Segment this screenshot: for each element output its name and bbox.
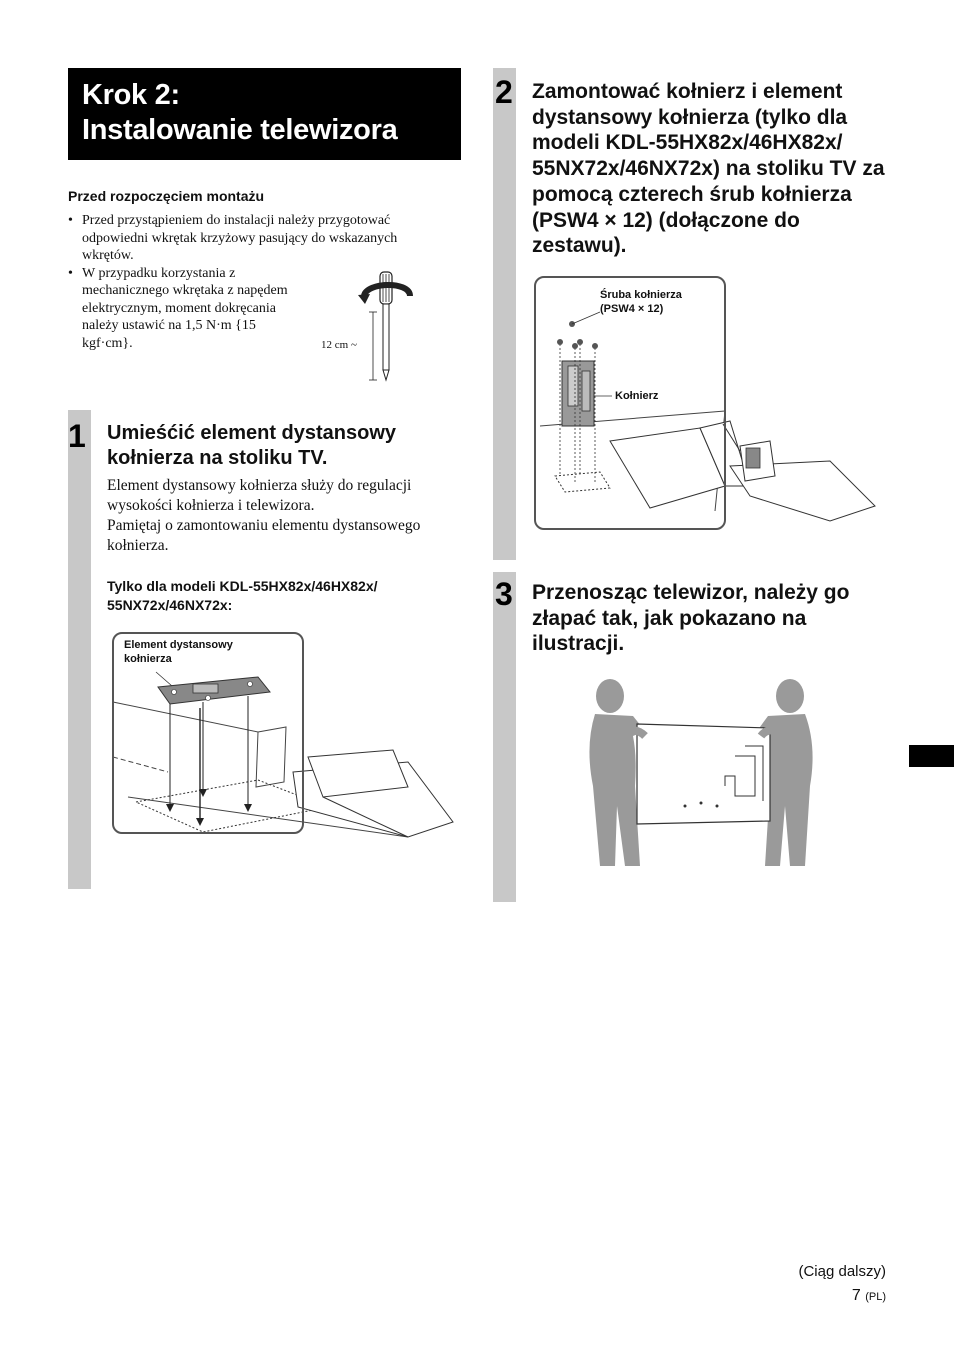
page-number xyxy=(852,1287,886,1305)
bullet-item xyxy=(68,212,438,265)
step1-number: 1 xyxy=(68,418,86,454)
screw-label-line1: Śruba kołnierza xyxy=(600,289,682,301)
spacer-label xyxy=(124,638,233,666)
step1-subheading xyxy=(107,577,447,615)
step2-number: 2 xyxy=(495,74,513,110)
before-heading: Przed rozpoczęciem montażu xyxy=(68,188,265,204)
page-title-line1: Krok 2: xyxy=(82,79,180,111)
tv-back xyxy=(637,724,770,824)
step3-number: 3 xyxy=(495,576,513,612)
page-number-value: 7 xyxy=(851,1287,861,1304)
spacer-label-line1: Element dystansowy xyxy=(124,639,233,651)
step1-body xyxy=(107,476,463,556)
page-title-line2: Instalowanie telewizora xyxy=(82,114,398,146)
step3-bar xyxy=(493,572,516,902)
step1-heading: Umieśćić element dystansowy kołnierza na stoliku TV. xyxy=(107,422,397,469)
screwdriver-illustration xyxy=(318,268,428,386)
bullet-item xyxy=(68,265,297,353)
step3-heading: Przenosząc telewizor, należy go złapać tak, jak pokazano na ilustracji. xyxy=(532,581,850,656)
step2-heading: Zamontować kołnierz i element dystansowy kołnierza (tylko dla modeli KDL-55HX82x/46HX82x/ 55NX72x/46NX72x) na stoliku TV za pomocą czterech śrub kołnierza (PSW4 × 12) (dołączone do zestawu). xyxy=(532,80,885,258)
bullet-text: Przed przystąpieniem do instalacji należy przygotować odpowiedni wkrętak krzyżowy pasujący do wskazanych wkrętów. xyxy=(82,213,398,263)
section-tab xyxy=(909,745,954,767)
step1-bar xyxy=(68,410,91,889)
screw-label-line2: (PSW4 × 12) xyxy=(600,303,664,315)
continued-label: (Ciąg dalszy) xyxy=(798,1263,886,1280)
neck-label: Kołnierz xyxy=(615,390,659,402)
screwdriver-length-label: 12 cm ~ xyxy=(321,339,357,351)
step3-illustration xyxy=(585,676,830,871)
step1-body-para2: Pamiętaj o zamontowaniu elementu dystansowego kołnierza. xyxy=(107,517,421,554)
page-number-suffix: (PL) xyxy=(865,1291,886,1303)
step1-subheading-line1: Tylko dla modeli KDL-55HX82x/46HX82x/ xyxy=(107,578,378,594)
bullet-dot: • xyxy=(68,265,73,281)
screw-label xyxy=(600,288,682,316)
bullet-dot: • xyxy=(68,213,73,228)
step1-body-para1: Element dystansowy kołnierza służy do regulacji wysokości kołnierza i telewizora. xyxy=(107,477,412,514)
step1-subheading-line2: 55NX72x/46NX72x: xyxy=(107,597,233,613)
spacer-label-line2: kołnierza xyxy=(124,653,172,665)
page-title xyxy=(68,68,461,160)
bullet-text: W przypadku korzystania z mechanicznego wkrętaka z napędem elektrycznym, moment dokręcania należy ustawić na 1,5 N·m {15 kgf·cm}. xyxy=(82,265,288,351)
step2-bar xyxy=(493,68,516,560)
